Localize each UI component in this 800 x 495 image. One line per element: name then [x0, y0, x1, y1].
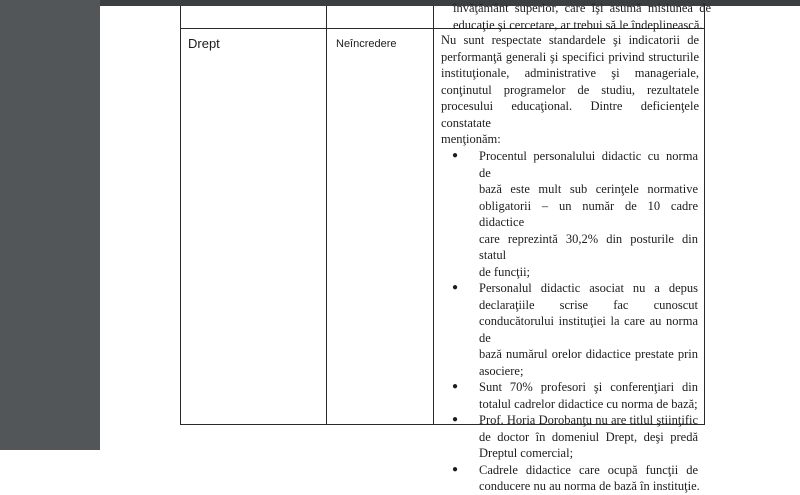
document-page [100, 1, 800, 493]
text-line: conducătorului instituţiei la care au norma de [479, 314, 698, 345]
bullet-icon: ● [452, 150, 459, 161]
text-line: de funcţii; [479, 264, 531, 279]
text-line: Procentul personalului didactic cu norma de [479, 149, 698, 180]
text-line: învăţământ superior, care îşi asumă misiunea de [453, 1, 711, 15]
text-line: Dreptul comercial; [479, 446, 574, 460]
bullet-icon: ● [452, 282, 459, 293]
list-item [452, 148, 698, 280]
text-line: bază numărul orelor didactice prestate prin [479, 347, 698, 361]
faculty-name-cell: Drept [188, 36, 220, 51]
text-line: obligatorii – un număr de 10 cadre didactice [479, 198, 698, 229]
text-line: Nu sunt respectate standardele şi indicatorii de [441, 33, 699, 47]
viewer-left-panel [0, 0, 100, 450]
decision-cell: Neîncredere [336, 38, 397, 50]
text-line: menţionăm: [441, 132, 501, 146]
text-line: performanţă generali şi specifici privind structurile [441, 49, 699, 64]
table-column-divider-1 [326, 6, 327, 424]
list-item [452, 280, 698, 379]
table-column-divider-2 [433, 6, 434, 424]
previous-row-text [453, 0, 711, 33]
text-line: procesului educaţional. Dintre deficienţele constatate [441, 99, 699, 130]
bullet-icon: ● [452, 463, 459, 475]
text-line: care reprezintă 30,2% din posturile din statul [479, 231, 698, 262]
text-line: Cadrele didactice care ocupă funcţii de [479, 462, 698, 477]
text-line: Prof. Horia Dorobanţu nu are titlul ştiinţific [479, 413, 698, 427]
text-line: asociere; [479, 363, 524, 378]
text-line: totalul cadrelor didactice cu norma de bază; [479, 396, 698, 411]
deficiencies-list [452, 148, 698, 495]
text-line: Sunt 70% profesori şi conferenţiari din [479, 380, 698, 394]
text-line: declaraţiile scrise fac cunoscut [479, 297, 698, 312]
text-line: educaţie şi cercetare, ar trebui să le îndeplinească. [453, 17, 703, 32]
bullet-icon: ● [452, 414, 459, 425]
text-line: Personalul didactic asociat nu a depus [479, 281, 698, 295]
text-line: conţinutul programelor de studiu, rezultatele [441, 82, 699, 97]
findings-intro [441, 32, 699, 148]
text-line: bază este mult sub cerinţele normative [479, 182, 698, 196]
text-line: conducere nu au norma de bază în instituţie. [479, 479, 700, 493]
text-line: de doctor în domeniul Drept, deşi predă [479, 429, 698, 444]
list-item [452, 379, 698, 412]
list-item [452, 462, 698, 495]
table-border-left [180, 6, 181, 424]
list-item [452, 412, 698, 462]
bullet-icon: ● [452, 381, 459, 392]
text-line: instituţionale, administrative şi manageriale, [441, 66, 699, 80]
table-border-right [704, 6, 705, 424]
